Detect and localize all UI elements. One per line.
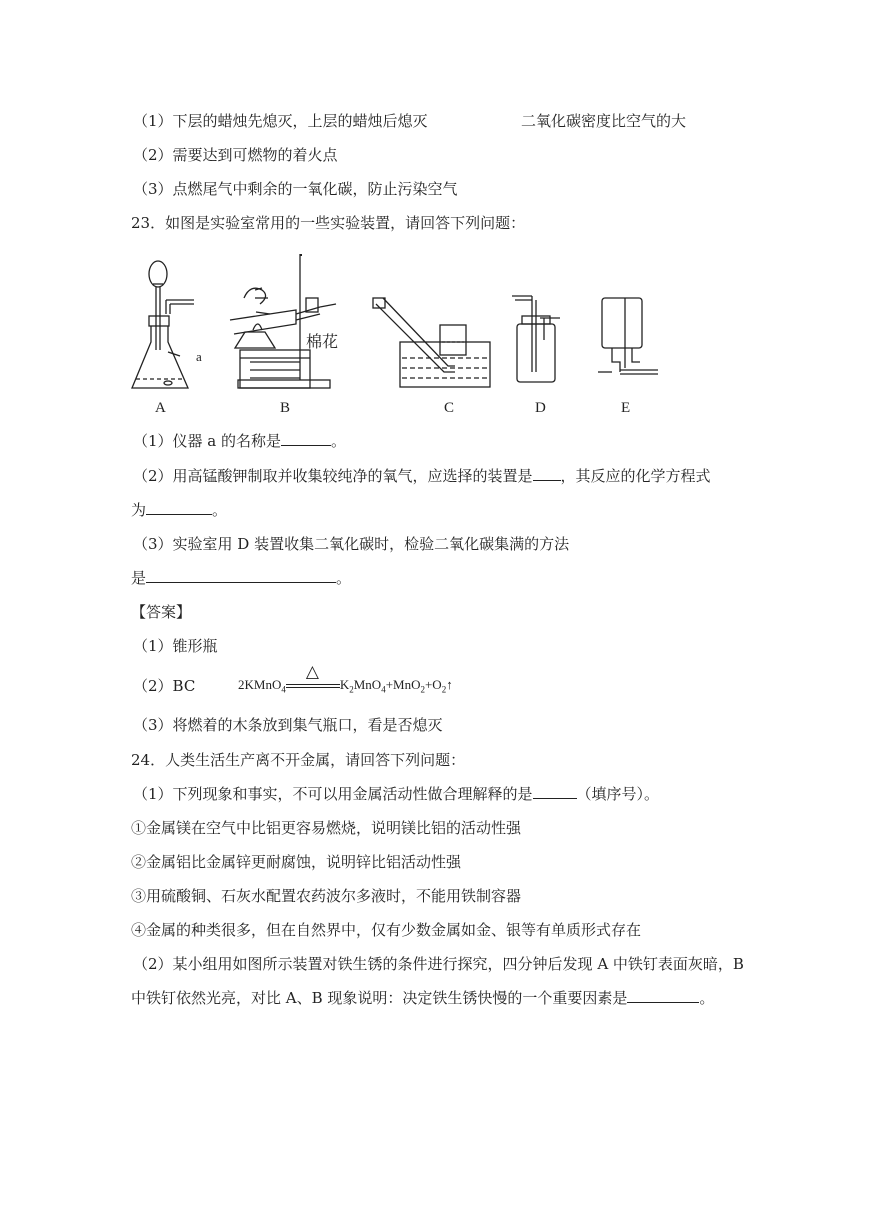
flask-apparatus-a [132,261,194,388]
figure-label-a: A [155,400,166,416]
q23-subquestion-3-cont: 是 。 [131,569,352,587]
answer-blank [533,466,561,481]
apparatus-figure [110,252,670,427]
q24-option-2: ②金属铝比金属锌更耐腐蚀，说明锌比铝活动性强 [131,853,462,871]
figure-label-e: E [621,400,631,416]
q24-subquestion-2-cont: 中铁钉依然光亮，对比 A、B 现象说明：决定铁生锈快慢的一个重要因素是 。 [131,989,715,1007]
prev-answer-1-left: （1）下层的蜡烛先熄灭，上层的蜡烛后熄灭 [133,112,428,130]
prev-answer-3: （3）点燃尾气中剩余的一氧化碳，防止污染空气 [133,180,458,198]
q24-subquestion-1: （1）下列现象和事实，不可以用金属活动性做合理解释的是 （填序号）。 [133,785,660,803]
answer-blank [146,568,336,583]
q24-stem: 24．人类生活生产离不开金属，请回答下列问题： [131,751,466,769]
q24-option-3: ③用硫酸铜、石灰水配置农药波尔多液时，不能用铁制容器 [131,887,522,905]
q23-stem: 23．如图是实验室常用的一些实验装置，请回答下列问题： [131,214,526,232]
q24-option-1: ①金属镁在空气中比铝更容易燃烧，说明镁比铝的活动性强 [131,819,522,837]
gas-bottle-d [512,296,560,382]
reaction-condition-bar [286,662,340,692]
q24-subquestion-2: （2）某小组用如图所示装置对铁生锈的条件进行探究，四分钟后发现 A 中铁钉表面灰暗，B [133,955,744,973]
answer-blank [533,784,577,799]
q23-subquestion-2: （2）用高锰酸钾制取并收集较纯净的氧气，应选择的装置是 ，其反应的化学方程式 [133,467,711,485]
figure-label-d: D [535,400,546,416]
answer-header: 【答案】 [131,603,192,621]
q24-option-4: ④金属的种类很多，但在自然界中，仅有少数金属如金、银等有单质形式存在 [131,921,642,939]
q23-answer-1: （1）锥形瓶 [133,637,218,655]
q23-subquestion-2-cont: 为 。 [131,501,228,519]
prev-answer-2: （2）需要达到可燃物的着火点 [133,146,338,164]
inverted-bottle-e [598,298,658,374]
answer-blank [146,500,212,515]
q23-subquestion-1: （1）仪器 a 的名称是 。 [133,432,347,450]
heat-triangle-icon: △ [305,662,319,683]
prev-answer-1-right: 二氧化碳密度比空气的大 [521,112,687,130]
q23-answer-3: （3）将燃着的木条放到集气瓶口，看是否熄灭 [133,716,443,734]
gas-arrow-icon: ↑ [446,677,453,692]
q23-answer-2-label: （2）BC [133,677,196,695]
answer-blank [281,431,331,446]
q23-subquestion-3: （3）实验室用 D 装置收集二氧化碳时，检验二氧化碳集满的方法 [133,535,570,553]
instrument-label-a: a [196,349,202,364]
answer-blank [627,988,699,1003]
cotton-label: 棉花 [306,332,339,351]
chemical-equation: 2KMnO$_4$ △ $K_2MnO_4+MnO_2+O_2↑$ [238,662,453,695]
figure-label-c: C [444,400,455,416]
figure-label-b: B [280,400,291,416]
water-trough-c [373,298,490,387]
heating-apparatus-b [230,254,339,388]
